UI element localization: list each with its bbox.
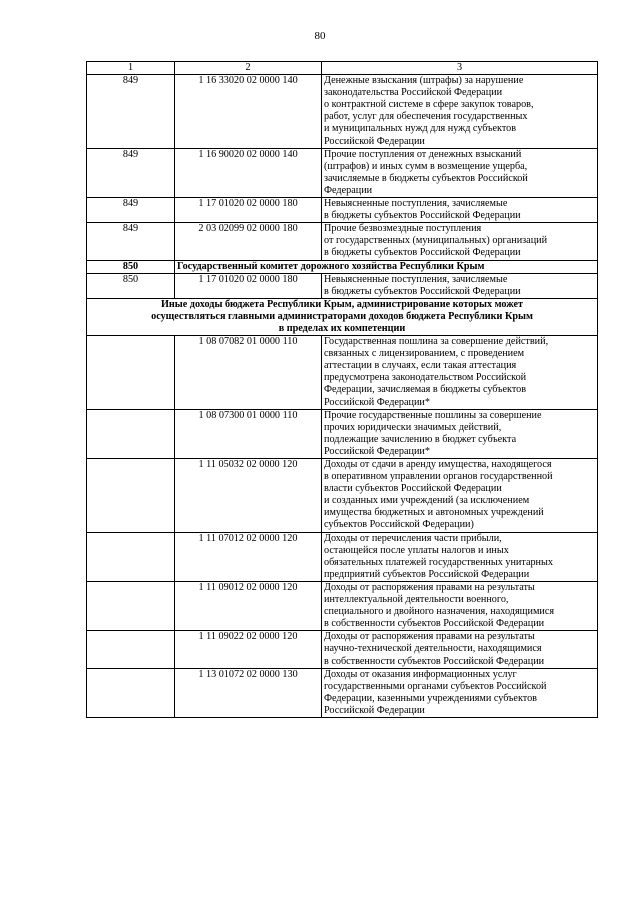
section-heading-row <box>87 298 598 335</box>
admin-code-cell <box>87 631 175 668</box>
admin-code-cell: 849 <box>87 148 175 197</box>
description-line: предусмотрена законодательством Российской <box>324 372 527 384</box>
description-line: и муниципальных нужд для нужд субъектов <box>324 123 517 135</box>
revenue-description-cell <box>322 532 598 581</box>
description-line: Прочие государственные пошлины за совершение <box>324 409 542 421</box>
description-line: Федерации <box>324 184 373 196</box>
revenue-code-cell: 2 03 02099 02 0000 180 <box>175 223 322 260</box>
table-row <box>87 148 598 197</box>
revenue-description-cell <box>322 459 598 533</box>
description-line: аттестации в случаях, если такая аттестация <box>324 360 517 372</box>
description-line: (штрафов) и иных сумм в возмещение ущерба, <box>324 160 528 172</box>
revenue-description-cell <box>322 631 598 668</box>
table-row <box>87 75 598 149</box>
table-row <box>87 581 598 630</box>
description-line: связанных с лицензированием, с проведением <box>324 348 525 360</box>
revenue-table-body <box>87 62 598 718</box>
admin-code-cell <box>87 668 175 717</box>
admin-code-cell <box>87 581 175 630</box>
column-header-3: 3 <box>322 62 598 75</box>
description-line: обязательных платежей государственных унитарных <box>324 556 553 568</box>
description-line: Доходы от сдачи в аренду имущества, находящегося <box>324 459 552 470</box>
description-line: Государственная пошлина за совершение действий, <box>324 336 549 348</box>
table-row <box>87 336 598 410</box>
revenue-code-cell: 1 17 01020 02 0000 180 <box>175 198 322 223</box>
description-line: научно-технической деятельности, находящимися <box>324 643 542 655</box>
description-line: Доходы от перечисления части прибыли, <box>324 532 502 544</box>
page-number: 80 <box>314 30 326 42</box>
description-line: имущества бюджетных и автономных учреждений <box>324 507 544 519</box>
admin-code-cell: 849 <box>87 223 175 260</box>
committee-heading-row <box>87 260 598 273</box>
revenue-description-cell <box>322 668 598 717</box>
description-line: в бюджеты субъектов Российской Федерации <box>324 210 521 222</box>
description-line: работ, услуг для обеспечения государственных <box>324 111 528 123</box>
admin-code-cell <box>87 409 175 458</box>
table-row <box>87 532 598 581</box>
description-line: Прочие безвозмездные поступления <box>324 223 482 235</box>
description-line: Невыясненные поступления, зачисляемые <box>324 273 508 285</box>
description-line: власти субъектов Российской Федерации <box>324 483 502 495</box>
section-heading <box>87 298 598 335</box>
admin-code-cell: 849 <box>87 198 175 223</box>
description-line: в бюджеты субъектов Российской Федерации <box>324 285 521 297</box>
description-line: Денежные взыскания (штрафы) за нарушение <box>324 75 524 87</box>
description-line: прочих юридически значимых действий, <box>324 421 502 433</box>
description-line: Невыясненные поступления, зачисляемые <box>324 198 508 210</box>
description-line: и созданных ими учреждений (за исключением <box>324 495 530 507</box>
description-line: Федерации, зачисляемая в бюджеты субъектов <box>324 384 527 396</box>
revenue-description-cell <box>322 409 598 458</box>
admin-code-cell <box>87 459 175 533</box>
admin-code-cell: 849 <box>87 75 175 149</box>
admin-code-cell: 850 <box>87 273 175 298</box>
table-row <box>87 631 598 668</box>
column-header-1: 1 <box>87 62 175 75</box>
description-line: остающейся после уплаты налогов и иных <box>324 544 509 556</box>
description-line: в бюджеты субъектов Российской Федерации <box>324 247 521 259</box>
revenue-code-cell: 1 11 07012 02 0000 120 <box>175 532 322 581</box>
description-line: предприятий субъектов Российской Федерации <box>324 568 530 580</box>
description-line: Доходы от оказания информационных услуг <box>324 668 517 680</box>
description-line: Прочие поступления от денежных взысканий <box>324 148 522 160</box>
description-line: Доходы от распоряжения правами на результаты <box>324 631 535 643</box>
table-row <box>87 198 598 223</box>
description-line: зачисляемые в бюджеты субъектов Российской <box>324 172 528 184</box>
revenue-description-cell <box>322 223 598 260</box>
revenue-description-cell <box>322 75 598 149</box>
description-line: Российской Федерации <box>324 135 425 147</box>
description-line: в собственности субъектов Российской Федерации <box>324 655 545 667</box>
description-line: от государственных (муниципальных) организаций <box>324 235 548 247</box>
section-heading-line: в пределах их компетенции <box>278 322 406 334</box>
revenue-code-cell: 1 13 01072 02 0000 130 <box>175 668 322 717</box>
revenue-code-cell: 1 11 09012 02 0000 120 <box>175 581 322 630</box>
revenue-description-cell <box>322 198 598 223</box>
description-line: интеллектуальной деятельности военного, <box>324 594 509 606</box>
revenue-code-cell: 1 08 07082 01 0000 110 <box>175 336 322 410</box>
table-row <box>87 668 598 717</box>
table-row <box>87 459 598 533</box>
section-heading-line: осуществляться главными администраторами доходов бюджета Республики Крым <box>151 310 533 322</box>
admin-code-cell <box>87 532 175 581</box>
description-line: Федерации, казенными учреждениями субъектов <box>324 692 537 704</box>
description-line: о контрактной системе в сфере закупок товаров, <box>324 99 534 111</box>
description-line: законодательства Российской Федерации <box>324 87 503 99</box>
column-header-2: 2 <box>175 62 322 75</box>
revenue-code-cell: 1 17 01020 02 0000 180 <box>175 273 322 298</box>
revenue-description-cell <box>322 581 598 630</box>
description-line: в оперативном управлении органов государственной <box>324 471 553 483</box>
description-line: подлежащие зачислению в бюджет субъекта <box>324 433 517 445</box>
revenue-description-cell <box>322 336 598 410</box>
revenue-description-cell <box>322 148 598 197</box>
table-row <box>87 223 598 260</box>
revenue-table <box>86 61 598 718</box>
description-line: Российской Федерации* <box>324 445 430 457</box>
table-header-row <box>87 62 598 75</box>
revenue-code-cell: 1 16 90020 02 0000 140 <box>175 148 322 197</box>
description-line: государственными органами субъектов Российской <box>324 680 547 692</box>
description-line: Российской Федерации <box>324 704 425 716</box>
description-line: субъектов Российской Федерации) <box>324 519 474 531</box>
description-line: в собственности субъектов Российской Федерации <box>324 618 545 630</box>
revenue-code-cell: 1 16 33020 02 0000 140 <box>175 75 322 149</box>
description-line: Российской Федерации* <box>324 396 430 408</box>
admin-code-cell <box>87 336 175 410</box>
section-heading-line: Иные доходы бюджета Республики Крым, администрирование которых может <box>160 298 524 310</box>
revenue-code-cell: 1 11 05032 02 0000 120 <box>175 459 322 533</box>
committee-name: Государственный комитет дорожного хозяйства Республики Крым <box>175 260 598 273</box>
description-line: специального и двойного назначения, находящимися <box>324 606 555 618</box>
revenue-code-cell: 1 11 09022 02 0000 120 <box>175 631 322 668</box>
revenue-code-cell: 1 08 07300 01 0000 110 <box>175 409 322 458</box>
description-line: Доходы от распоряжения правами на результаты <box>324 581 535 593</box>
committee-code: 850 <box>87 260 175 273</box>
table-row <box>87 409 598 458</box>
table-row <box>87 273 598 298</box>
revenue-description-cell <box>322 273 598 298</box>
